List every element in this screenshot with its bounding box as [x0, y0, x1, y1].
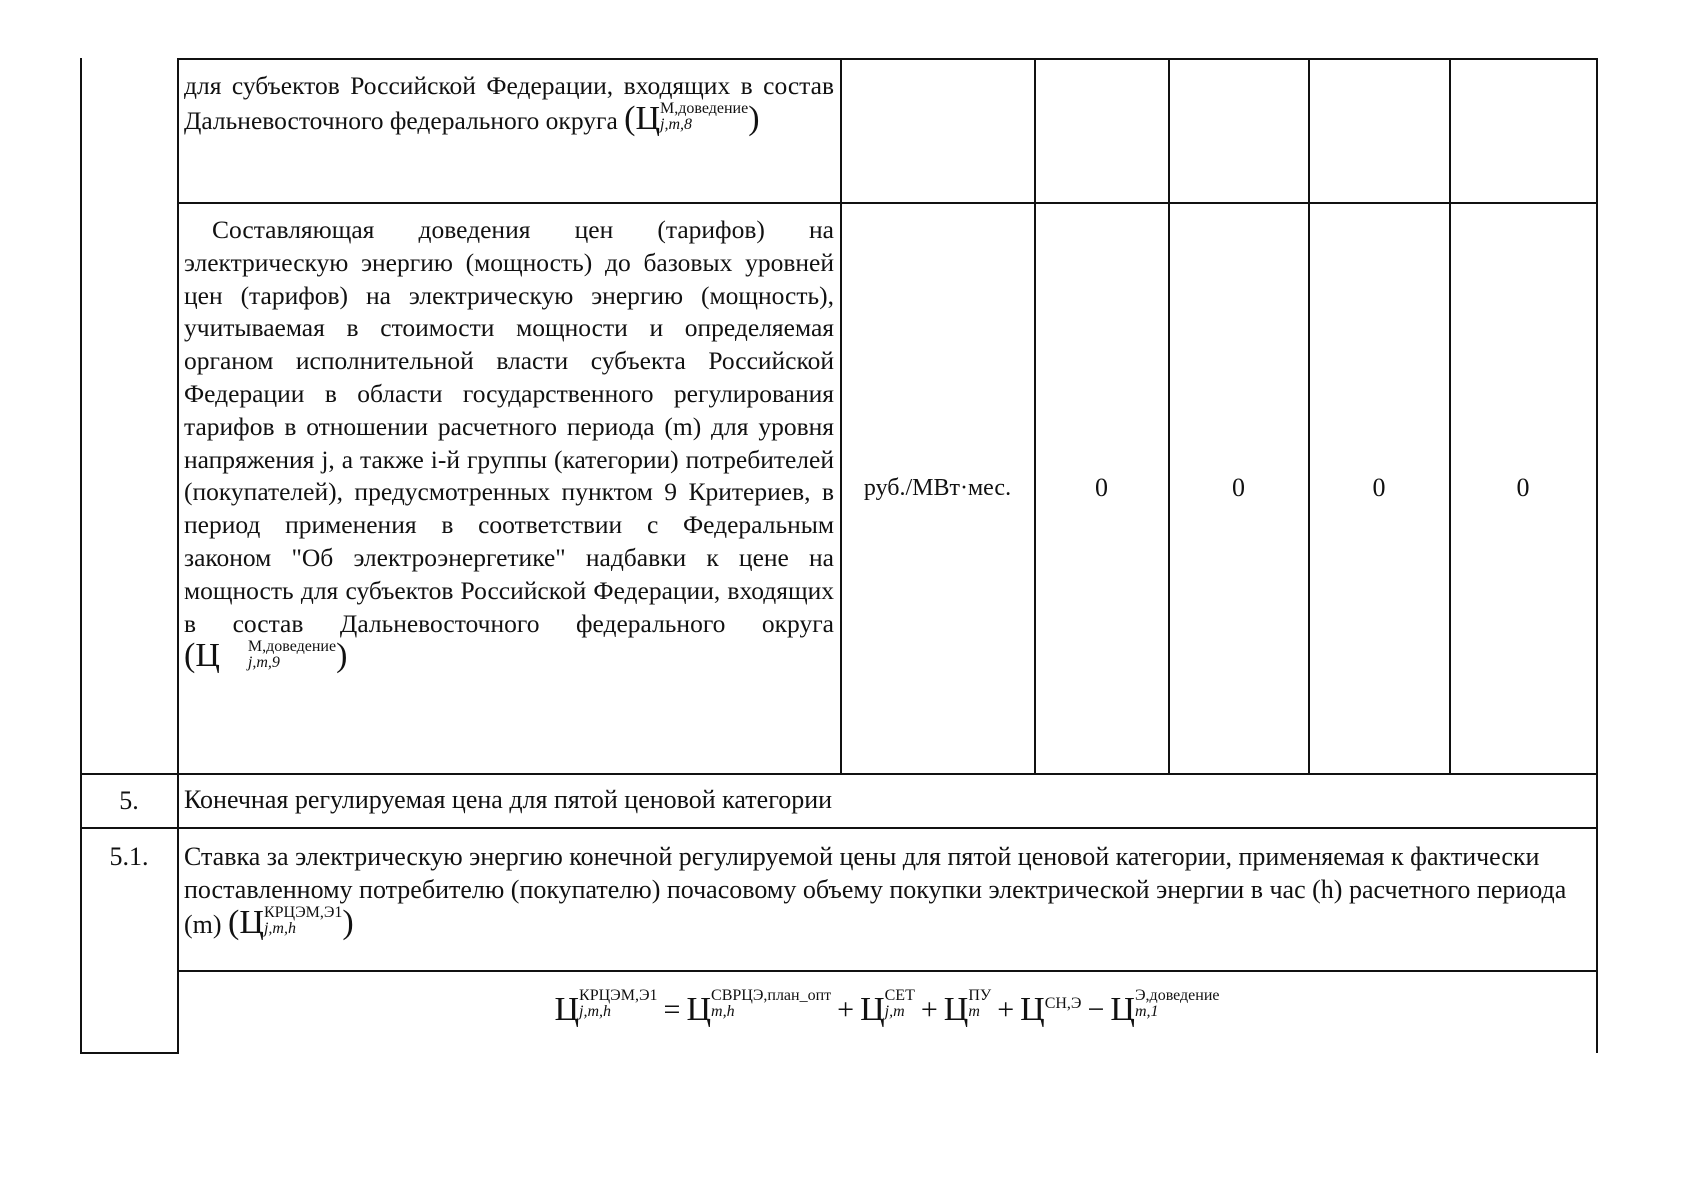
row-b-unit [841, 203, 1034, 773]
grid-line [80, 827, 1597, 829]
grid-line [1596, 58, 1598, 1053]
row-a-description [184, 70, 834, 139]
grid-line [177, 970, 1597, 972]
row-a-formula: (Ц М,доведение j,m,8 ) [624, 99, 760, 137]
row-a-text: для субъектов Российской Федерации, входящих в состав Дальневосточного федерального округа [184, 71, 834, 135]
grid-line [177, 58, 1597, 60]
row-5-description: Конечная регулируемая цена для пятой ценовой категории [184, 785, 833, 814]
row-51-number: 5.1. [109, 842, 149, 871]
grid-line [177, 58, 179, 1053]
row-b-value-2: 0 [1232, 473, 1245, 502]
grid-line [80, 773, 1597, 775]
grid-line [80, 1052, 179, 1054]
unit-label: руб./МВт·мес. [863, 474, 1012, 501]
row-b-description [184, 214, 834, 677]
row-51-description: Ставка за электрическую энергию конечной регулируемой цены для пятой ценовой категории, применяемая к фактически поставленному потребителю (покупателю) почасовому объему покупки электрической энергии в час (h) расчетного периода (m) (Ц КРЦЭМ,Э1 j,m,h ) [184, 842, 1567, 941]
price-formula: Ц КРЦЭМ,Э1 j,m,h = Ц СВРЦЭ,план_опт m,h + Ц СЕТ j,m + Ц ПУ m + Ц СН,Э − Ц Э,доведение m,1 [554, 987, 1220, 1028]
row-b-value-3: 0 [1372, 473, 1386, 502]
row-51-formula: (Ц КРЦЭМ,Э1 j,m,h ) [228, 904, 354, 941]
grid-line [80, 58, 82, 1053]
row-b-value-1: 0 [1095, 473, 1108, 502]
row-b-text: Составляющая доведения цен (тарифов) на электрическую энергию (мощность) до базовых уровней цен (тарифов) на электрическую энергию (мощность), учитываемая в стоимости мощности и определяемая органом исполнительной власти субъекта Российской Федерации в области государственного регулирования тарифов в отношении расчетного периода (m) для уровня напряжения j, а также i-й группы (категории) потребителей (покупателей), предусмотренных пунктом 9 Критериев, в период применения в соответствии с Федеральным законом "Об электроэнергетике" надбавки к цене на мощность для субъектов Российской Федерации, входящих в состав Дальневосточного федерального округа [184, 215, 834, 638]
row-5-number: 5. [119, 785, 139, 815]
row-b-formula: (Ц М,доведение j,m,9 ) [184, 637, 348, 675]
row-b-value-4: 0 [1516, 473, 1530, 502]
